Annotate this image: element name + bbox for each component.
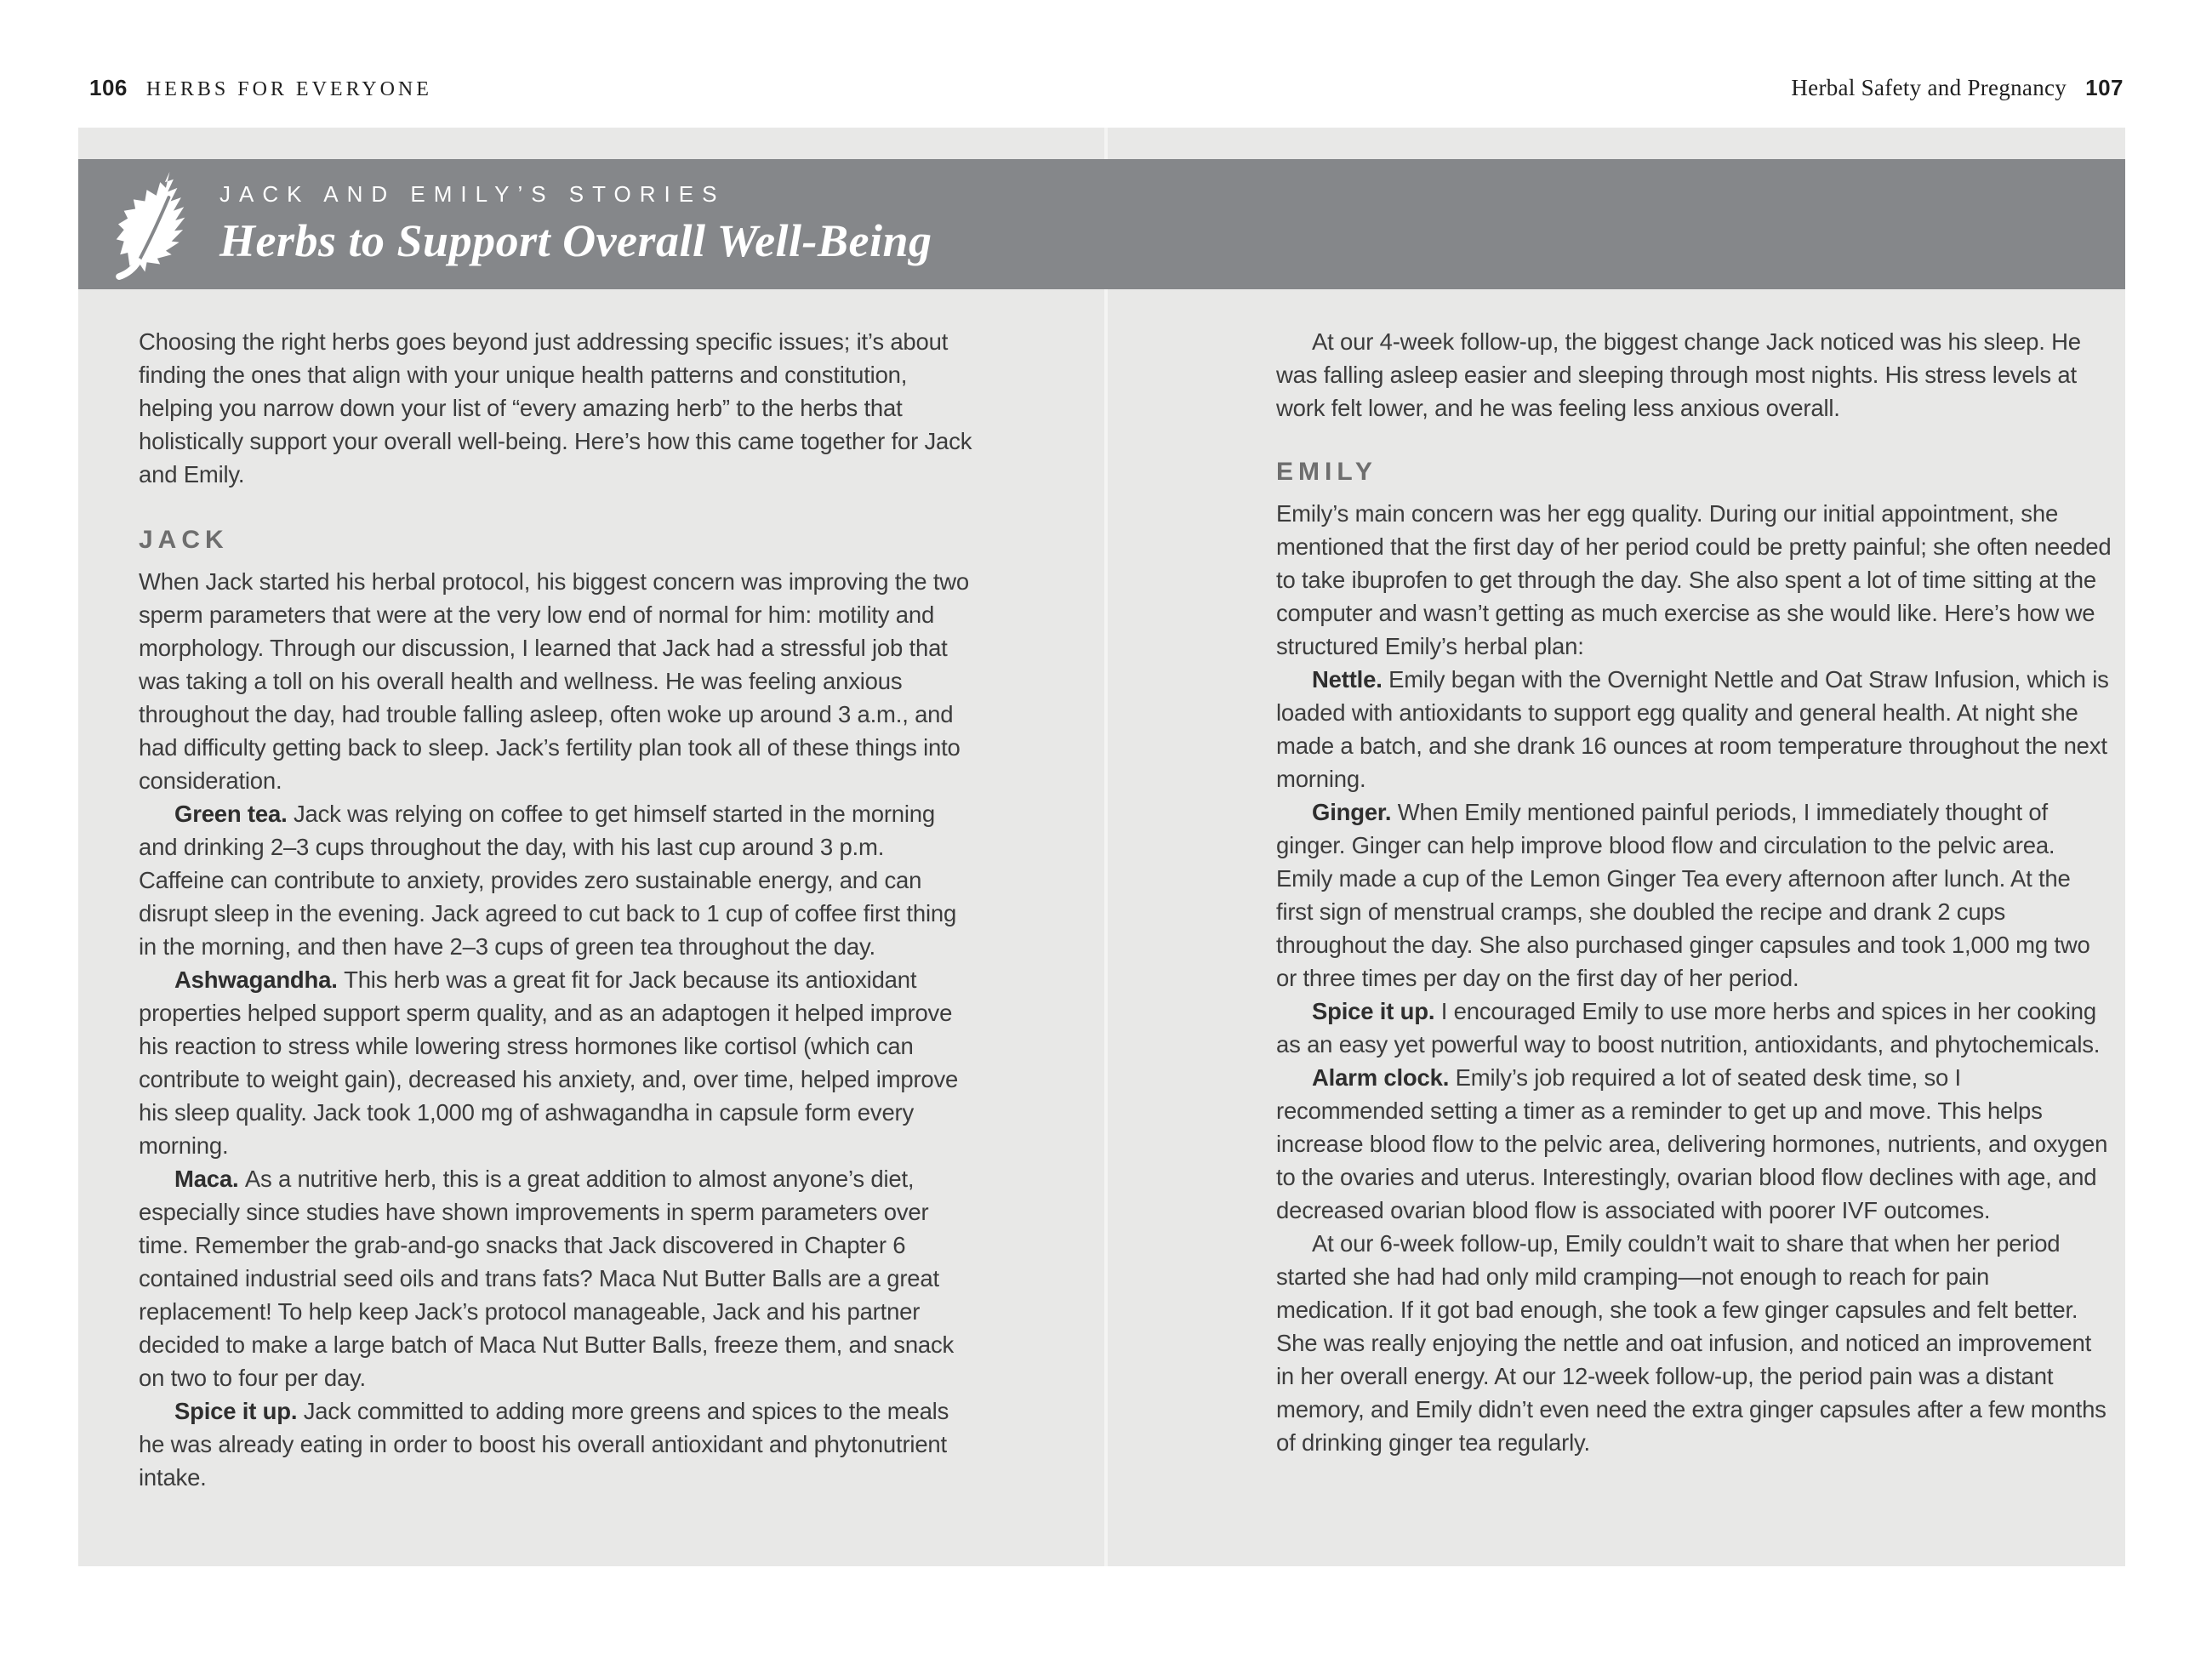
paragraph-lead: Spice it up. [174, 1398, 304, 1424]
leaf-icon [111, 169, 206, 280]
body-paragraph: At our 4-week follow-up, the biggest change Jack noticed was his sleep. He was falling asleep easier and sleeping through most nights. His stress levels at work felt lower, and he was feeling less anxious overall. [1276, 328, 2081, 421]
body-paragraph: Spice it up. I encouraged Emily to use more herbs and spices in her cooking as an easy yet powerful way to boost nutrition, antioxidants, and phytochemicals. [1276, 998, 2101, 1058]
page-panel [78, 128, 2125, 1566]
body-paragraph: Emily’s main concern was her egg quality. During our initial appointment, she mentioned that the first day of her period could be pretty painful; she often needed to take ibuprofen to get through the day. She also spent a lot of time sitting at the computer and wasn’t getting as much exercise as she would like. Here’s how we structured Emily’s herbal plan: [1276, 500, 2112, 659]
left-column [139, 325, 974, 1494]
section-banner [78, 159, 2125, 289]
page-spine [1104, 128, 1108, 1566]
body-paragraph: When Jack started his herbal protocol, his biggest concern was improving the two sperm parameters that were at the very low end of normal for him: motility and morphology. Through our discussion, I learned that Jack had a stressful job that was taking a toll on his overall health and wellness. He was feeling anxious throughout the day, had trouble falling asleep, often woke up around 3 a.m., and had difficulty getting back to sleep. Jack’s fertility plan took all of these things into consideration. [139, 568, 970, 794]
page-number-left: 106 [89, 75, 128, 100]
body-paragraph: Alarm clock. Emily’s job required a lot of seated desk time, so I recommended setting a timer as a reminder to get up and move. This helps increase blood flow to the pelvic area, delivering hormones, nutrients, and oxygen to the ovaries and uterus. Interestingly, ovarian blood flow declines with age, and decreased ovarian blood flow is associated with poorer IVF outcomes. [1276, 1064, 2108, 1223]
running-title-right: Herbal Safety and Pregnancy [1791, 75, 2067, 100]
banner-title: Herbs to Support Overall Well-Being [219, 215, 932, 266]
banner-text [219, 181, 932, 267]
body-paragraph: Ginger. When Emily mentioned painful periods, I immediately thought of ginger. Ginger can help improve blood flow and circulation to the pelvic area. Emily made a cup of the Lemon Ginger Tea every afternoon after lunch. At the first sign of menstrual cramps, she doubled the recipe and drank 2 cups throughout the day. She also purchased ginger capsules and took 1,000 mg two or three times per day on the first day of her period. [1276, 799, 2090, 991]
paragraph-lead: Green tea. [174, 801, 294, 827]
paragraph-lead: Ashwagandha. [174, 966, 345, 993]
paragraph-lead: Maca. [174, 1166, 245, 1192]
subheading-emily: EMILY [1276, 458, 1377, 486]
body-paragraph: Green tea. Jack was relying on coffee to get himself started in the morning and drinking 2–3 cups throughout the day, with his last cup around 3 p.m. Caffeine can contribute to anxiety, provides zero sustainable energy, and can disrupt sleep in the evening. Jack agreed to cut back to 1 cup of coffee first thing in the morning, and then have 2–3 cups of green tea throughout the day. [139, 801, 957, 960]
paragraph-lead: Alarm clock. [1312, 1064, 1456, 1091]
paragraph-lead: Spice it up. [1312, 998, 1441, 1024]
page-number-right: 107 [2085, 75, 2124, 100]
body-paragraph: Ashwagandha. This herb was a great fit for Jack because its antioxidant properties helped support sperm quality, and as an adaptogen it helped improve his reaction to stress while lowering stress hormones like cortisol (which can contribute to weight gain), decreased his anxiety, and, over time, helped improve his sleep quality. Jack took 1,000 mg of ashwagandha in capsule form every morning. [139, 966, 959, 1159]
running-head-left [89, 75, 432, 101]
running-head-right [1791, 75, 2124, 101]
body-paragraph: Nettle. Emily began with the Overnight Nettle and Oat Straw Infusion, which is loaded with antioxidants to support egg quality and general health. At night she made a batch, and she drank 16 ounces at room temperature throughout the next morning. [1276, 666, 2109, 792]
body-paragraph: Choosing the right herbs goes beyond just addressing specific issues; it’s about finding the ones that align with your unique health patterns and constitution, helping you narrow down your list of “every amazing herb” to the herbs that holistically support your overall well-being. Here’s how this came together for Jack and Emily. [139, 328, 972, 487]
paragraph-lead: Ginger. [1312, 799, 1398, 825]
body-paragraph: Spice it up. Jack committed to adding more greens and spices to the meals he was already eating in order to boost his overall antioxidant and phytonutrient intake. [139, 1398, 949, 1491]
running-title-left: HERBS FOR EVERYONE [145, 78, 432, 100]
body-paragraph: Maca. As a nutritive herb, this is a great addition to almost anyone’s diet, especially since studies have shown improvements in sperm parameters over time. Remember the grab-and-go snacks that Jack discovered in Chapter 6 contained industrial seed oils and trans fats? Maca Nut Butter Balls are a great replacement! To help keep Jack’s protocol manageable, Jack and his partner decided to make a large batch of Maca Nut Butter Balls, freeze them, and snack on two to four per day. [139, 1166, 955, 1391]
paragraph-lead: Nettle. [1312, 666, 1389, 693]
banner-kicker: JACK AND EMILY’S STORIES [219, 181, 726, 207]
subheading-jack: JACK [139, 526, 229, 554]
body-paragraph: At our 6-week follow-up, Emily couldn’t wait to share that when her period started she had had only mild cramping—not enough to reach for pain medication. If it got bad enough, she took a few ginger capsules and felt better. She was really enjoying the nettle and oat infusion, and noticed an improvement in her overall energy. At our 12-week follow-up, the period pain was a distant memory, and Emily didn’t even need the extra ginger capsules after a few months of drinking ginger tea regularly. [1276, 1230, 2107, 1456]
right-column [1276, 325, 2112, 1459]
